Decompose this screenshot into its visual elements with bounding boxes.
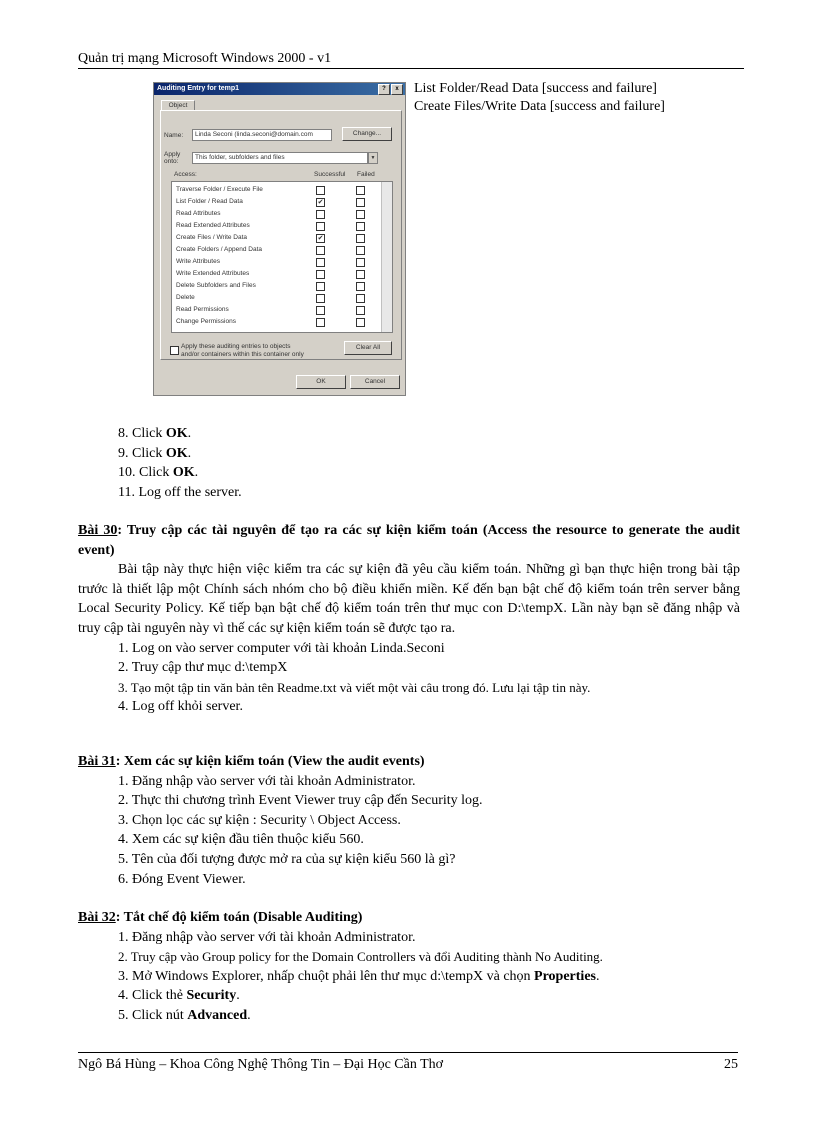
side-line-2: Create Files/Write Data [success and failure]	[414, 99, 665, 114]
auditing-entry-dialog	[153, 82, 406, 396]
access-item-label: Create Files / Write Data	[176, 234, 248, 241]
clear-all-button[interactable]: Clear All	[344, 341, 392, 355]
bai30-section	[78, 521, 740, 717]
access-item-label: Read Permissions	[176, 306, 229, 313]
access-item-label: Read Extended Attributes	[176, 222, 250, 229]
bai30-step-2: 2. Truy cập thư mục d:\tempX	[118, 660, 288, 676]
dialog-titlebar	[154, 83, 405, 95]
successful-checkbox[interactable]	[316, 294, 325, 303]
successful-checkbox[interactable]	[316, 186, 325, 195]
failed-checkbox[interactable]	[356, 294, 365, 303]
apply-label: Apply onto:	[164, 151, 181, 165]
failed-label: Failed	[357, 171, 375, 178]
footer-author: Ngô Bá Hùng – Khoa Công Nghệ Thông Tin – Đại Học Cần Thơ	[78, 1057, 444, 1072]
successful-checkbox[interactable]	[316, 258, 325, 267]
page-header: Quản trị mạng Microsoft Windows 2000 - v1	[78, 50, 744, 69]
access-item	[176, 196, 376, 208]
step-9: 9. Click OK.	[118, 445, 192, 461]
failed-checkbox[interactable]	[356, 186, 365, 195]
bai32-step-2: 2. Truy cập vào Group policy for the Domain Controllers và đổi Auditing thành No Auditing.	[118, 949, 603, 965]
access-item-label: Change Permissions	[176, 318, 236, 325]
bai30-step-1: 1. Log on vào server computer với tài khoản Linda.Seconi	[118, 640, 445, 656]
apply-select[interactable]: This folder, subfolders and files	[192, 152, 368, 164]
access-item	[176, 232, 376, 244]
failed-checkbox[interactable]	[356, 210, 365, 219]
successful-checkbox[interactable]	[316, 246, 325, 255]
bai30-heading: Bài 30: Truy cập các tài nguyên để tạo ra các sự kiện kiểm toán (Access the resource to generate the audit event)	[78, 523, 740, 558]
tab-object[interactable]: Object	[161, 100, 195, 111]
successful-checkbox[interactable]: ✔	[317, 235, 324, 242]
close-icon[interactable]: x	[391, 84, 403, 95]
name-field[interactable]: Linda Seconi (linda.seconi@domain.com	[192, 129, 332, 141]
successful-checkbox[interactable]	[316, 306, 325, 315]
access-item-label: Read Attributes	[176, 210, 221, 217]
bai30-paragraph: Bài tập này thực hiện việc kiểm tra các sự kiện đã yêu cầu kiểm toán. Những gì bạn thực hiện trong bài tập trước là thiết lập một Chính sách nhóm cho bộ điều khiển miền. Kế đến bạn bật chế độ kiểm toán trên server bằng Local Security Policy. Kế tiếp bạn bật chế độ kiểm toán trên thư mục con D:\tempX. Lần này bạn sẽ đăng nhập và truy cập tài nguyên này vì thế các sự kiện kiểm toán sẽ được tạo ra.	[78, 562, 740, 636]
failed-checkbox[interactable]	[356, 246, 365, 255]
access-item	[176, 220, 376, 232]
bai31-section	[78, 752, 740, 889]
help-icon[interactable]: ?	[378, 84, 390, 95]
bai31-heading: Bài 31: Xem các sự kiện kiểm toán (View the audit events)	[78, 754, 425, 769]
side-notes	[414, 80, 665, 116]
access-item-label: Delete Subfolders and Files	[176, 282, 256, 289]
successful-checkbox[interactable]	[316, 210, 325, 219]
bai32-step-5: 5. Click nút Advanced.	[118, 1007, 251, 1023]
failed-checkbox[interactable]	[356, 222, 365, 231]
failed-checkbox[interactable]	[356, 306, 365, 315]
access-item-label: Write Extended Attributes	[176, 270, 250, 277]
failed-checkbox[interactable]	[356, 234, 365, 243]
failed-checkbox[interactable]	[356, 270, 365, 279]
page-footer	[78, 1052, 738, 1073]
access-list[interactable]	[171, 181, 393, 333]
successful-checkbox[interactable]: ✔	[317, 199, 324, 206]
bai31-step-3: 3. Chọn lọc các sự kiện : Security \ Object Access.	[118, 812, 401, 828]
bai32-heading: Bài 32: Tắt chế độ kiểm toán (Disable Auditing)	[78, 910, 363, 925]
bai31-step-2: 2. Thực thi chương trình Event Viewer truy cập đến Security log.	[118, 793, 483, 809]
successful-checkbox[interactable]	[316, 270, 325, 279]
access-item-label: Traverse Folder / Execute File	[176, 186, 263, 193]
bai30-step-3: 3. Tạo một tập tin văn bản tên Readme.txt và viết một vài câu trong đó. Lưu lại tập tin này.	[118, 679, 591, 695]
access-item	[176, 208, 376, 220]
page-number: 25	[724, 1057, 738, 1072]
access-item	[176, 304, 376, 316]
dialog-title: Auditing Entry for temp1	[157, 85, 240, 92]
apply-checkbox-label	[181, 343, 304, 359]
steps-top	[78, 424, 740, 502]
failed-checkbox[interactable]	[356, 282, 365, 291]
bai32-step-1: 1. Đăng nhập vào server với tài khoản Administrator.	[118, 929, 416, 945]
access-item-label: Write Attributes	[176, 258, 220, 265]
bai31-step-5: 5. Tên của đối tượng được mở ra của sự kiện kiểu 560 là gì?	[118, 851, 456, 867]
bai31-step-4: 4. Xem các sự kiện đầu tiên thuộc kiểu 560.	[118, 832, 364, 848]
bai32-step-4: 4. Click thẻ Security.	[118, 988, 240, 1004]
access-item	[176, 292, 376, 304]
failed-checkbox[interactable]	[356, 258, 365, 267]
access-label: Access:	[174, 171, 197, 178]
name-label: Name:	[164, 131, 184, 139]
step-8: 8. Click OK.	[118, 426, 192, 441]
step-11: 11. Log off the server.	[118, 484, 242, 500]
ok-button[interactable]: OK	[296, 375, 346, 389]
name-row	[164, 129, 332, 141]
access-item	[176, 256, 376, 268]
cancel-button[interactable]: Cancel	[350, 375, 400, 389]
bai30-step-4: 4. Log off khỏi server.	[118, 699, 243, 715]
change-button[interactable]: Change...	[342, 127, 392, 141]
failed-checkbox[interactable]	[356, 198, 365, 207]
bai31-step-1: 1. Đăng nhập vào server với tài khoản Administrator.	[118, 773, 416, 789]
access-item	[176, 316, 376, 328]
scrollbar[interactable]	[381, 182, 392, 332]
bai32-step-3: 3. Mở Windows Explorer, nhấp chuột phải lên thư mục d:\tempX và chọn Properties.	[118, 968, 600, 984]
side-line-1: List Folder/Read Data [success and failure]	[414, 81, 657, 96]
apply-checkbox[interactable]	[170, 346, 179, 355]
bai31-step-6: 6. Đóng Event Viewer.	[118, 871, 246, 887]
successful-checkbox[interactable]	[316, 222, 325, 231]
chevron-down-icon[interactable]: ▼	[368, 152, 378, 164]
access-item-label: Delete	[176, 294, 195, 301]
failed-checkbox[interactable]	[356, 318, 365, 327]
successful-checkbox[interactable]	[316, 282, 325, 291]
apply-row	[164, 151, 378, 165]
access-item-label: List Folder / Read Data	[176, 198, 243, 205]
access-item	[176, 280, 376, 292]
successful-label: Successful	[314, 171, 346, 178]
apply-label-line1: Apply these auditing entries to objects	[181, 343, 291, 350]
successful-checkbox[interactable]	[316, 318, 325, 327]
apply-label-line2: and/or containers within this container only	[181, 351, 304, 358]
step-10: 10. Click OK.	[118, 465, 199, 481]
bai32-section	[78, 908, 740, 1026]
access-item	[176, 184, 376, 196]
access-item	[176, 268, 376, 280]
access-item-label: Create Folders / Append Data	[176, 246, 262, 253]
access-item	[176, 244, 376, 256]
